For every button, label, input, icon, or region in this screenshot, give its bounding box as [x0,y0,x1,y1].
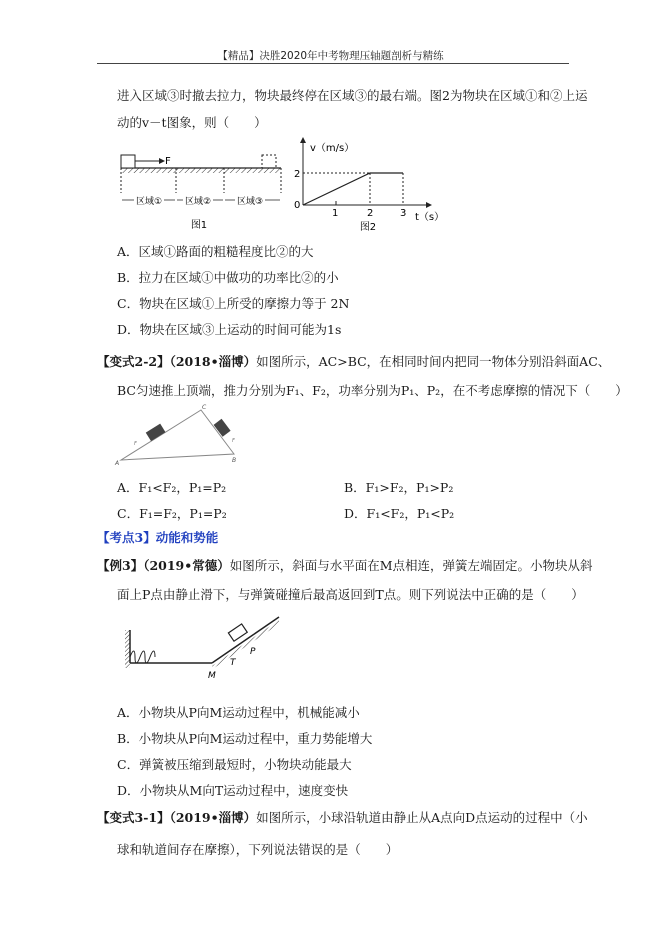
ex3-option-d: D．小物块从M向T运动过程中，速度变快 [117,783,349,798]
velocity-line [303,173,403,205]
q22-incline-figure [114,402,244,468]
y-axis-arrow [300,137,306,143]
label-m: M [208,671,216,681]
small-block [228,624,247,641]
q-prev-option-a: A．区域①路面的粗糙程度比②的大 [117,244,314,259]
q22-stem-1: 如图所示，AC>BC，在相同时间内把同一物体分别沿斜面AC、 [256,354,611,369]
block-final-dashed [262,155,276,168]
q22-option-a: A．F₁<F₂，P₁=P₂ [117,480,227,495]
q31-tag: 【变式3-1】 [97,810,170,825]
label-f1: F [134,441,137,447]
q22-option-b: B．F₁>F₂，P₁>P₂ [344,480,454,495]
label-c: C [202,404,207,411]
ex3-option-c: C．弹簧被压缩到最短时，小物块动能最大 [117,757,352,772]
q-prev-option-c: C．物块在区域①上所受的摩擦力等于 2N [117,296,350,311]
page-header: 【精品】决胜2020年中考物理压轴题剖析与精练 [217,50,444,62]
figure-2-vt-graph [288,135,448,233]
ex3-source: （2019•常德） [143,558,230,573]
ex3-tag: 【例3】 [97,558,144,573]
region-label-3: 区域③ [236,197,264,207]
ex3-option-b: B．小物块从P向M运动过程中，重力势能增大 [117,731,373,746]
x-axis-label: t（s） [415,212,445,223]
q22-source: （2018•淄博） [169,354,257,369]
label-t: T [230,658,236,668]
x-tick-1: 1 [332,208,339,219]
q-prev-line1: 进入区域③时撤去拉力，物块最终停在区域③的最右端。图2为物块在区域①和②上运 [117,88,588,103]
label-a: A [115,460,120,467]
q31-line1 [97,808,588,826]
q22-tag: 【变式2-2】 [97,354,170,369]
q31-stem-1: 如图所示，小球沿轨道由静止从A点向D点运动的过程中（小 [256,810,588,825]
header-rule [97,63,569,64]
x-tick-3: 3 [400,208,407,219]
q22-line2: BC匀速推上顶端，推力分别为F₁、F₂，功率分别为P₁、P₂，在不考虑摩擦的情况下（ ） [117,383,628,398]
block [121,155,135,168]
q22-option-c: C．F₁=F₂，P₁=P₂ [117,506,227,521]
region-label-1: 区域① [135,197,163,207]
q31-source: （2019•淄博） [169,810,257,825]
spring [130,651,155,663]
ex3-line1 [97,556,593,574]
x-axis-arrow [426,202,432,208]
label-f2: F [232,438,235,444]
figure-1-caption: 图1 [190,220,208,231]
origin-label: 0 [294,200,301,211]
q-prev-option-d: D．物块在区域③上运动的时间可能为1s [117,322,342,337]
label-b: B [232,457,237,464]
y-axis-label: v（m/s） [310,143,355,154]
incline [212,617,279,663]
q-prev-line2: 动的v－t图象，则（ ） [117,115,267,130]
ex3-option-a: A．小物块从P向M运动过程中，机械能减小 [117,705,360,720]
q22-line1 [97,352,610,370]
q31-line2: 球和轨道间存在摩擦），下列说法错误的是（ ） [117,842,399,857]
y-tick-2: 2 [294,169,301,180]
figure-1-regions [117,150,292,232]
ground-hatch [121,168,281,173]
ex3-line2: 面上P点由静止滑下，与弹簧碰撞后最高返回到T点。则下列说法中正确的是（ ） [117,587,584,602]
label-p: P [250,647,256,657]
x-tick-2: 2 [367,208,374,219]
ex3-stem-1: 如图所示，斜面与水平面在M点相连，弹簧左端固定。小物块从斜 [229,558,593,573]
figure-2-caption: 图2 [359,222,377,233]
kd3-heading: 【考点3】动能和势能 [97,530,219,545]
q-prev-option-b: B．拉力在区域①中做功的功率比②的小 [117,270,339,285]
triangle-abc [121,410,234,460]
force-label: F [165,156,171,167]
q22-option-d: D．F₁<F₂，P₁<P₂ [344,506,455,521]
incline-hatch [212,620,279,668]
block-on-bc [214,419,231,437]
ex3-spring-incline-figure [122,612,284,682]
region-label-2: 区域② [184,197,212,207]
